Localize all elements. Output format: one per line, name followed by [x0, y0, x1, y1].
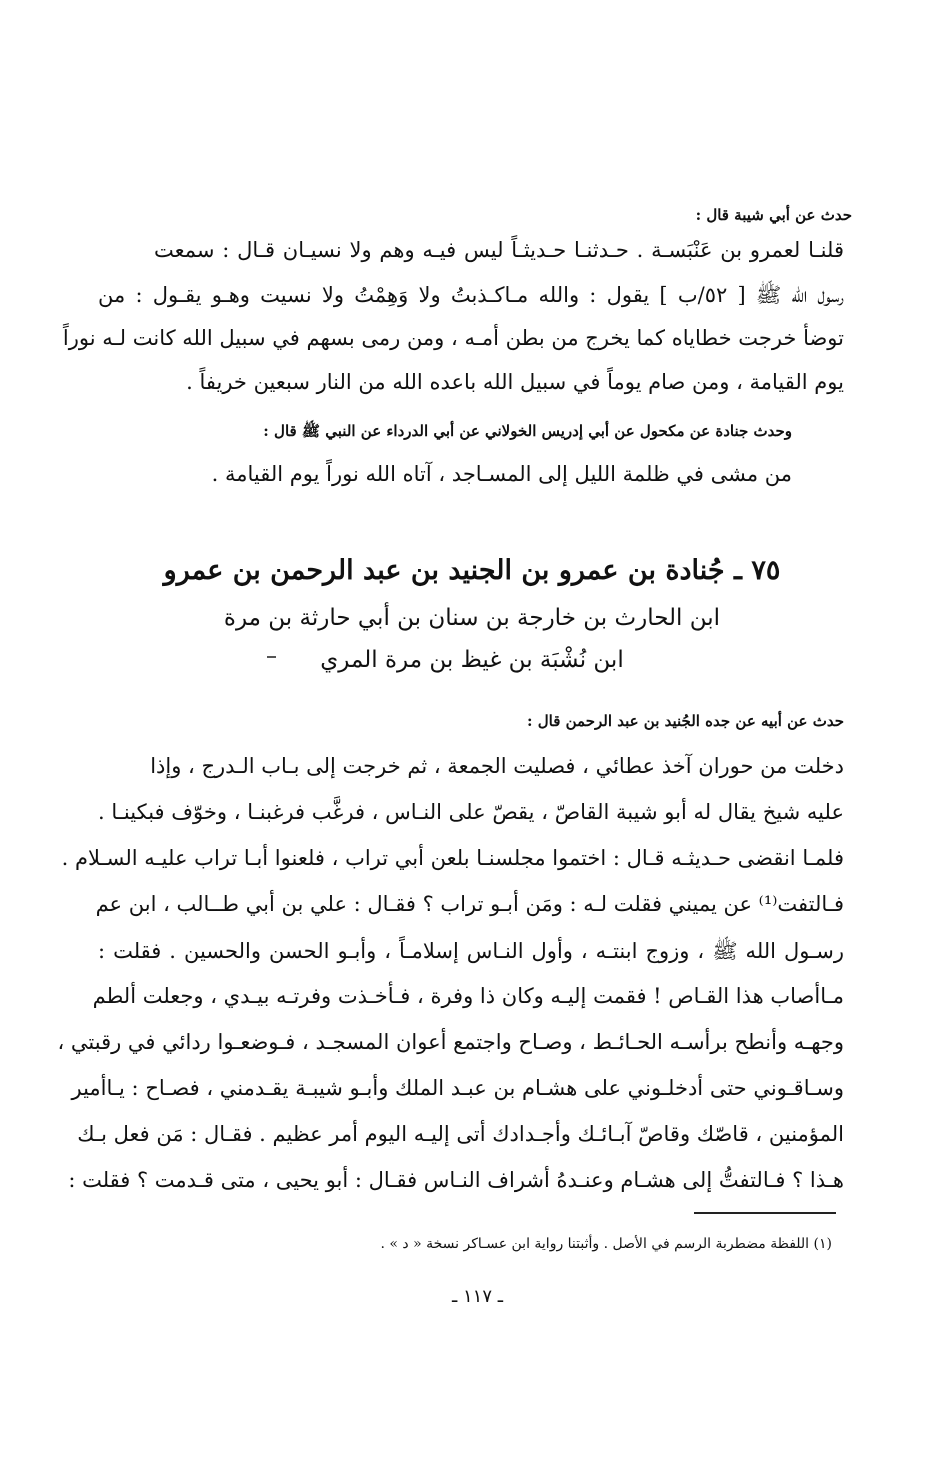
lineage-line: ابن نُشْبَة بن غيظ بن مرة المري	[320, 647, 624, 673]
text-line: دخلت من حوران آخذ عطائي ، فصليت الجمعة ، ثم خرجت إلى بـاب الـدرج ، وإذا	[150, 754, 844, 778]
text-line: المؤمنين ، قاصّك وقاصّ آبـائـك وأجـدادك أتى إليـه اليوم أمر عظيم . فقـال : مَن فعل بـك	[77, 1122, 844, 1146]
text-line: فلمـا انقضى حـديثـه قـال : اختموا مجلسنـا بلعن أبي تراب ، فلعنوا أبـا تراب عليـه السـلام .	[61, 846, 844, 870]
hadith-section-2	[92, 418, 792, 498]
footnote-text: (١) اللفظة مضطربة الرسم في الأصل . وأثبتنا رواية ابن عسـاكر نسخة « د » .	[380, 1236, 832, 1252]
text-line: يوم القيامة ، ومن صام يوماً في سبيل الله باعده الله من النار سبعين خريفاً .	[186, 370, 844, 394]
text-line: رسـول الله ﷺ ، وزوج ابنتـه ، وأول النـاس إسلامـاً ، وأبـو الحسن والحسين . فقلت :	[98, 939, 844, 963]
text-line: وسـاقـوني حتى أدخلـوني على هشـام بن عبـد الملك وأبـو شيبـة يقـدمني ، فصـاح : يـاأمير	[71, 1076, 844, 1100]
text-line: وجهـه وأنطح برأسـه الحـائـط ، وصـاح واجتمع أعوان المسجـد ، فـوضعـوا ردائي في رقبتي ،	[57, 1030, 844, 1054]
text-line: فـالتفت⁽¹⁾ عن يميني فقلت لـه : ومَن أبـو تراب ؟ فقـال : علي بن أبي طــالب ، ابن عم	[95, 892, 844, 916]
text-line: توضأ خرجت خطاياه كما يخرج من بطن أمـه ، ومن رمى بسهم في سبيل الله كانت لـه نوراً	[62, 326, 844, 350]
biography-title: ٧٥ ـ جُنادة بن عمرو بن الجنيد بن عبد الرحمن بن عمرو	[163, 555, 781, 586]
text-line: عليه شيخ يقال له أبو شيبة القاصّ ، يقصّ على النـاس ، فرغَّب فرغبنـا ، وخوّف فبكينـا .	[98, 800, 844, 824]
footnote	[132, 1236, 832, 1266]
text-line: رسول الله ﷺ [ ٥٢/ب ] يقول : والله مـاكـذبتُ ولا وَهِمْتُ ولا نسيت وهـو يقـول : من	[98, 283, 844, 307]
text-line: من مشى في ظلمة الليل إلى المسـاجد ، آتاه الله نوراً يوم القيامة .	[211, 462, 792, 486]
text-line: قلنـا لعمرو بن عَنْبَسـة . حـدثنـا حـديثـاً ليس فيـه وهم ولا نسيـان قـال : سمعت	[154, 238, 844, 262]
stray-mark	[267, 656, 276, 658]
hadith-section-3	[57, 708, 844, 1198]
text-line: مـاأصاب هذا القـاص ! فقمت إليـه وكان ذا وفرة ، فـأخـذت وفرتـه بيـدي ، وجعلت ألطم	[92, 984, 844, 1008]
page-number: ـ ١١٧ ـ	[452, 1286, 504, 1307]
section-intro: حدث عن أبيه عن جده الجُنيد بن عبد الرحمن قال :	[527, 712, 844, 730]
lineage-line: ابن الحارث بن خارجة بن سنان بن أبي حارثة بن مرة	[223, 605, 721, 631]
section-intro: وحدث جنادة عن مكحول عن أبي إدريس الخولاني عن أبي الدرداء عن النبي ﷺ قال :	[263, 422, 792, 440]
footnote-divider	[694, 1212, 836, 1214]
text-line: هـذا ؟ فـالتفتُّ إلى هشـام وعنـدهُ أشراف النـاس فقـال : أبو يحيى ، متى قـدمت ؟ فقلت :	[68, 1168, 844, 1192]
biography-heading	[0, 555, 944, 685]
hadith-text-1	[62, 238, 844, 408]
section-intro: حدث عن أبي شيبة قال :	[695, 206, 852, 224]
